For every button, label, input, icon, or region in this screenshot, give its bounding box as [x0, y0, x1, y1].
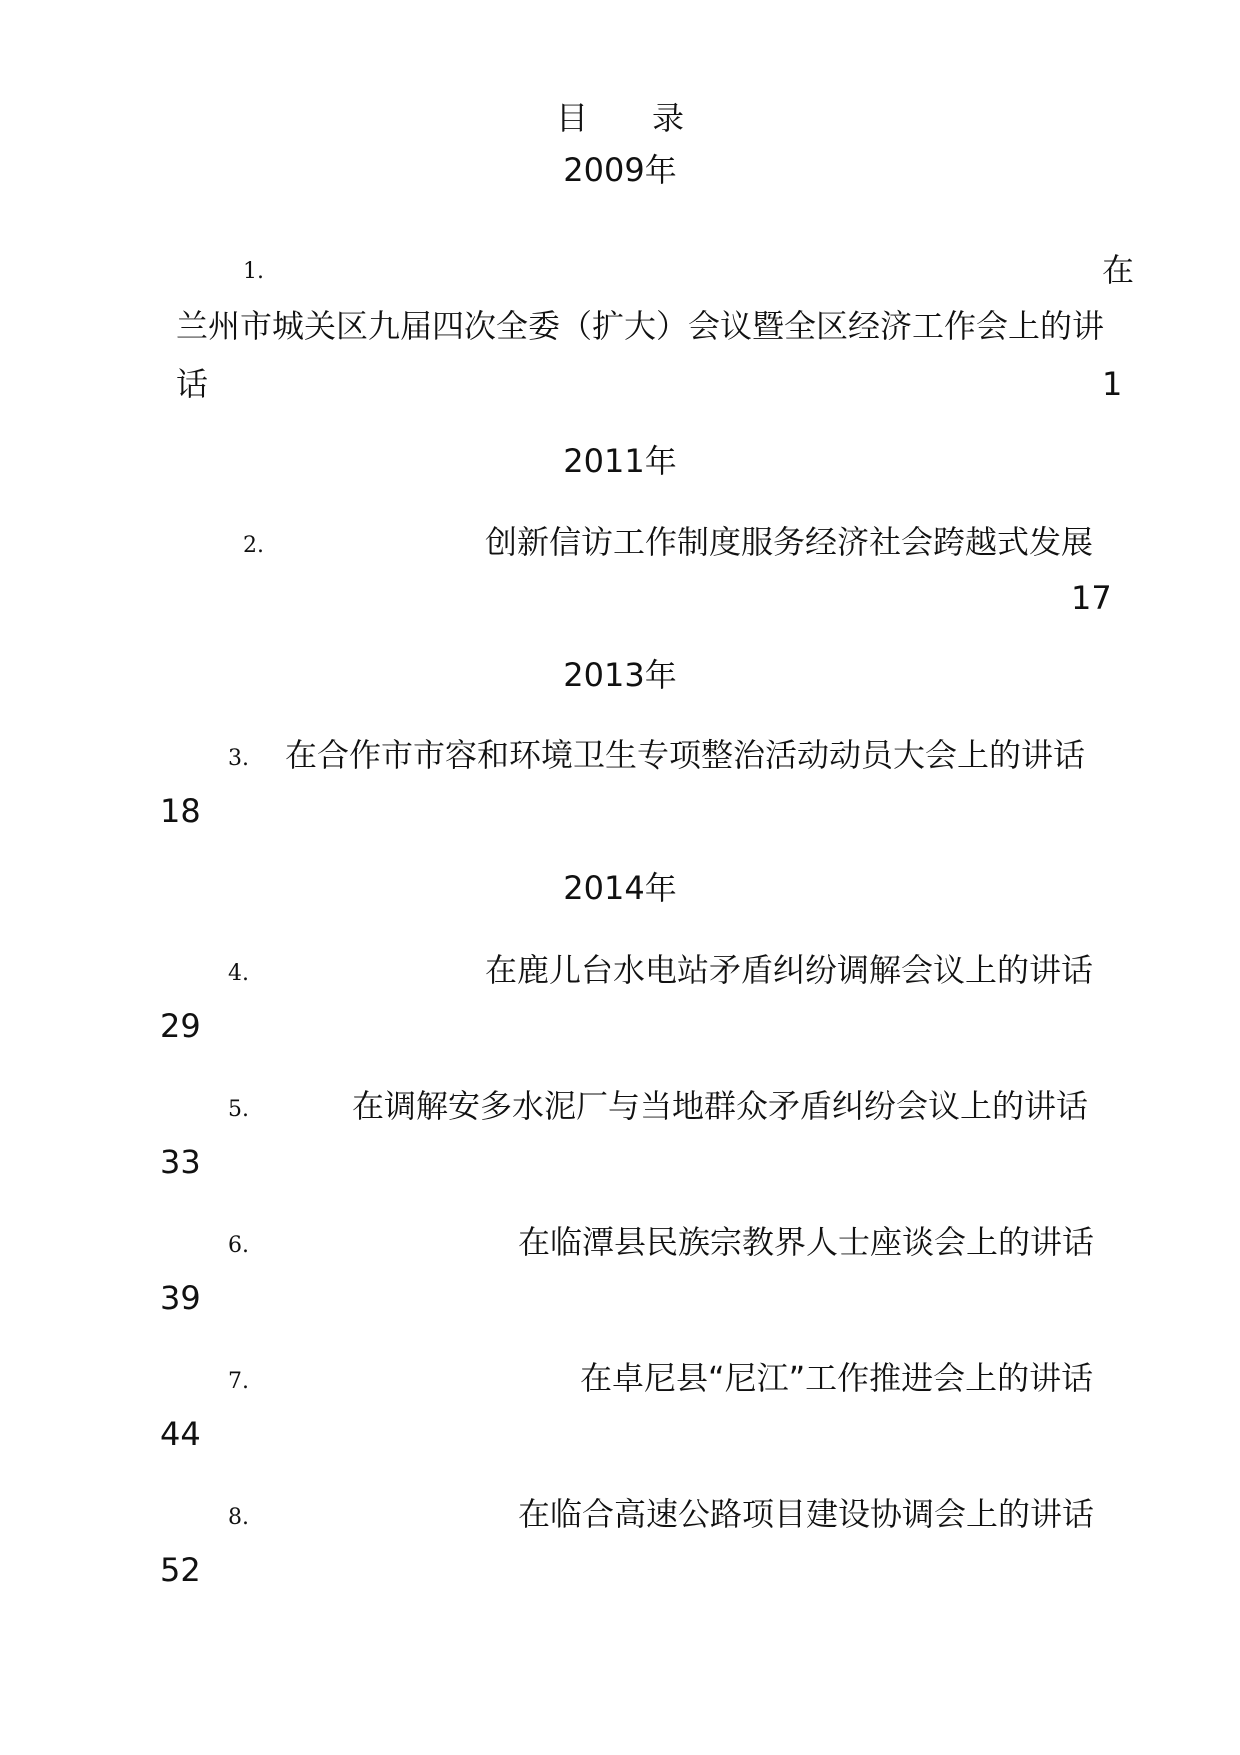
entry-page-2[interactable]: 17 [1071, 579, 1112, 617]
year-heading-2009: 2009年 [563, 151, 677, 189]
entry-page-3[interactable]: 18 [160, 792, 201, 830]
entry-page-5[interactable]: 33 [160, 1143, 201, 1181]
entry-title-1-part3: 话 [176, 365, 209, 403]
year-heading-2013: 2013年 [563, 656, 677, 694]
entry-page-8[interactable]: 52 [160, 1551, 201, 1589]
entry-title-8[interactable]: 在临合高速公路项目建设协调会上的讲话 [518, 1495, 1095, 1533]
toc-title: 目 录 [555, 99, 684, 137]
entry-title-4[interactable]: 在鹿儿台水电站矛盾纠纷调解会议上的讲话 [485, 951, 1094, 989]
entry-number-4: 4. [228, 961, 249, 986]
entry-number-7: 7. [228, 1369, 249, 1394]
entry-title-1-part1: 在 [1102, 251, 1135, 289]
entry-title-6[interactable]: 在临潭县民族宗教界人士座谈会上的讲话 [518, 1223, 1095, 1261]
entry-page-1[interactable]: 1 [1102, 365, 1123, 403]
entry-number-8: 8. [228, 1505, 249, 1530]
entry-page-6[interactable]: 39 [160, 1279, 201, 1317]
entry-title-3[interactable]: 在合作市市容和环境卫生专项整治活动动员大会上的讲话 [285, 736, 1086, 774]
entry-title-5[interactable]: 在调解安多水泥厂与当地群众矛盾纠纷会议上的讲话 [352, 1087, 1089, 1125]
year-heading-2011: 2011年 [563, 442, 677, 480]
entry-title-7[interactable]: 在卓尼县“尼江”工作推进会上的讲话 [580, 1359, 1094, 1397]
entry-title-2[interactable]: 创新信访工作制度服务经济社会跨越式发展 [485, 523, 1094, 561]
entry-page-4[interactable]: 29 [160, 1007, 201, 1045]
entry-title-1-part2: 兰州市城关区九届四次全委（扩大）会议暨全区经济工作会上的讲 [176, 307, 1105, 345]
entry-number-2: 2. [243, 533, 264, 558]
entry-number-3: 3. [228, 746, 249, 771]
entry-page-7[interactable]: 44 [160, 1415, 201, 1453]
entry-number-5: 5. [228, 1097, 249, 1122]
entry-number-1: 1. [243, 259, 264, 284]
year-heading-2014: 2014年 [563, 869, 677, 907]
entry-number-6: 6. [228, 1233, 249, 1258]
